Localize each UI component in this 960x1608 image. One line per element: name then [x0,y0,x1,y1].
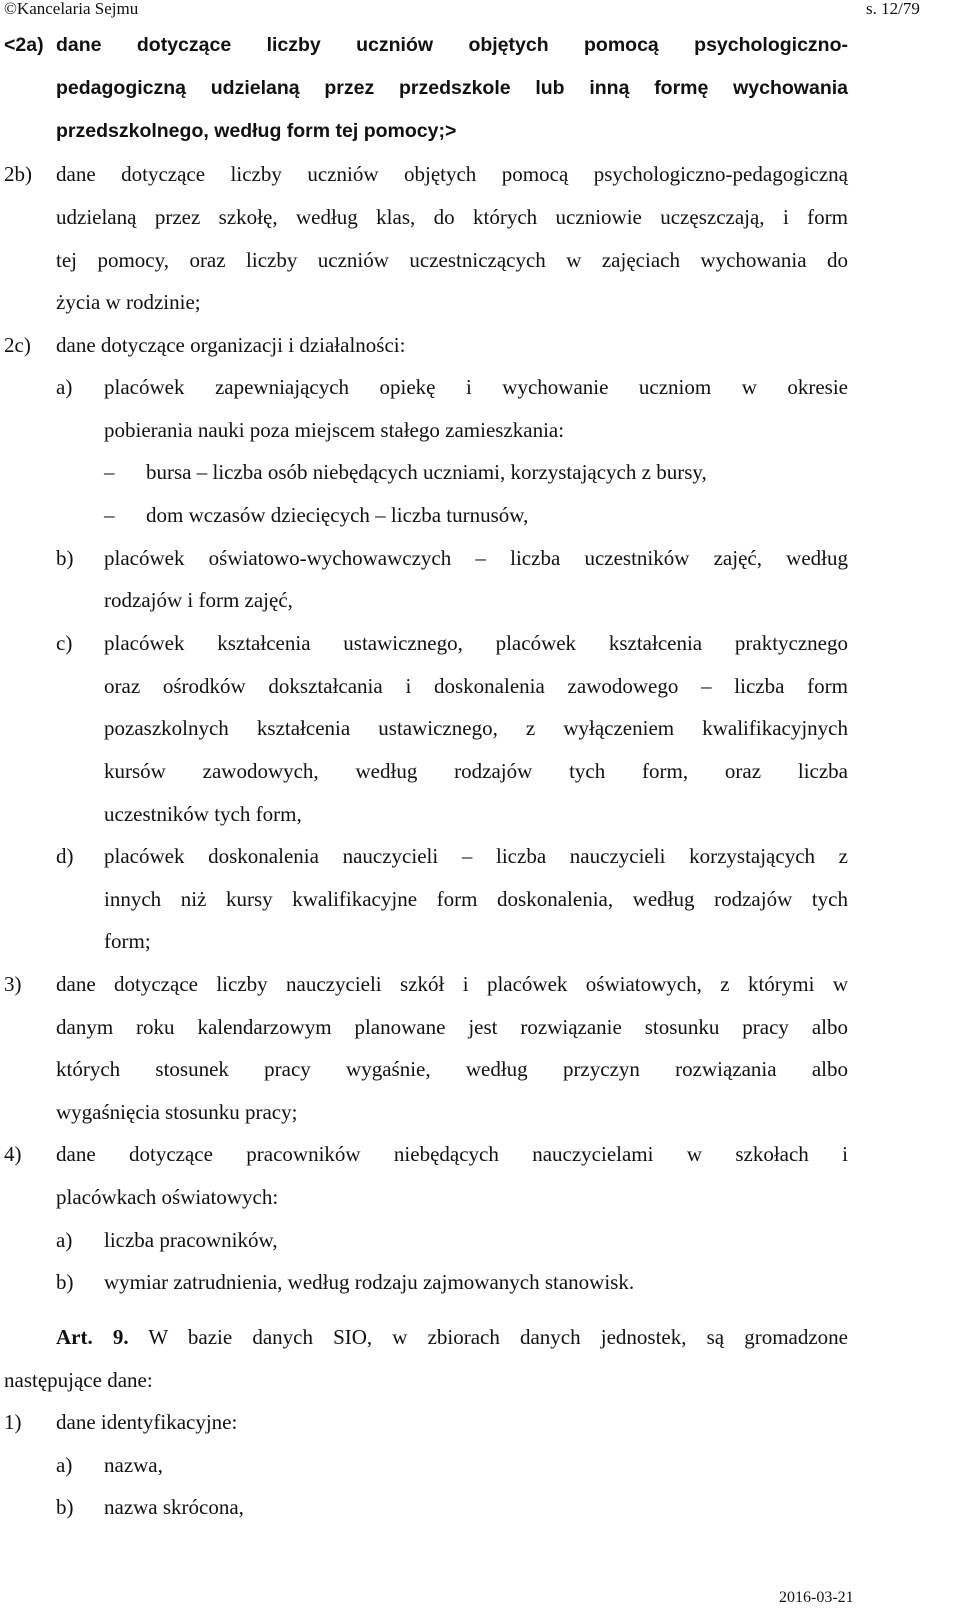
art9-item-1-b-line: nazwa skrócona, [104,1495,244,1519]
art9-item-1-line: dane identyfikacyjne: [56,1410,238,1434]
art9-item-1-b-letter: b) [56,1495,74,1519]
item-4-b-letter: b) [56,1270,74,1294]
item-2c-a-line: pobierania nauki poza miejscem stałego zamieszkania: [104,418,565,442]
article-9-line: następujące dane: [4,1368,153,1392]
item-3-line: dane dotyczące liczby nauczycieli szkół i placówek oświatowych, z którymi w [56,972,848,996]
item-2c-number: 2c) [4,333,31,357]
item-2c-b-line: placówek oświatowo-wychowawczych – liczba uczestników zajęć, według [104,546,848,570]
item-2a-number: <2a) [4,34,44,56]
item-2a-line: przedszkolnego, według form tej pomocy;> [56,120,457,142]
item-3-number: 3) [4,972,22,996]
art9-item-1-number: 1) [4,1410,22,1434]
dash-item-dom-wczasow: dom wczasów dziecięcych – liczba turnusów, [146,503,529,527]
item-2b-line: dane dotyczące liczby uczniów objętych pomocą psychologiczno-pedagogiczną [56,162,848,186]
item-2c-c-line: uczestników tych form, [104,802,302,826]
item-4-a-letter: a) [56,1228,73,1252]
article-9-text: W bazie danych SIO, w zbiorach danych jednostek, są gromadzone [148,1325,849,1349]
item-2c-c-line: oraz ośrodków dokształcania i doskonalenia zawodowego – liczba form [104,674,848,698]
item-2a-line: pedagogiczną udzielaną przez przedszkole lub inną formę wychowania [56,77,848,99]
item-2c-d-line: form; [104,929,151,953]
item-3-line: których stosunek pracy wygaśnie, według przyczyn rozwiązania albo [56,1057,848,1081]
item-2c-c-line: placówek kształcenia ustawicznego, placówek kształcenia praktycznego [104,631,848,655]
item-4-b-line: wymiar zatrudnienia, według rodzaju zajmowanych stanowisk. [104,1270,635,1294]
item-2c-d-letter: d) [56,844,74,868]
item-2b-line: życia w rodzinie; [56,290,201,314]
item-3-line: danym roku kalendarzowym planowane jest rozwiązanie stosunku pracy albo [56,1015,848,1039]
item-2a-line: dane dotyczące liczby uczniów objętych pomocą psychologiczno- [56,34,848,56]
item-2c-d-line: placówek doskonalenia nauczycieli – liczba nauczycieli korzystających z [104,844,848,868]
item-2c-c-line: kursów zawodowych, według rodzajów tych form, oraz liczba [104,759,848,783]
item-2b-line: tej pomocy, oraz liczby uczniów uczestniczących w zajęciach wychowania do [56,248,848,272]
article-9-line [56,1327,848,1348]
item-2b-line: udzielaną przez szkołę, według klas, do których uczniowie uczęszczają, i form [56,205,848,229]
item-2c-a-letter: a) [56,375,73,399]
item-2c-d-line: innych niż kursy kwalifikacyjne form doskonalenia, według rodzajów tych [104,887,848,911]
item-2c-c-line: pozaszkolnych kształcenia ustawicznego, z wyłączeniem kwalifikacyjnych [104,716,848,740]
item-2c-b-line: rodzajów i form zajęć, [104,588,293,612]
dash-marker: – [104,460,115,484]
dash-item-bursa: bursa – liczba osób niebędących uczniami, korzystających z bursy, [146,460,707,484]
page-number: s. 12/79 [866,0,920,18]
item-2c-line: dane dotyczące organizacji i działalności: [56,333,406,357]
footer-date: 2016-03-21 [779,1589,854,1606]
item-4-a-line: liczba pracowników, [104,1228,278,1252]
art9-item-1-a-line: nazwa, [104,1453,163,1477]
item-2c-c-letter: c) [56,631,73,655]
header-copyright: ©Kancelaria Sejmu [4,0,139,18]
item-3-line: wygaśnięcia stosunku pracy; [56,1100,298,1124]
item-4-line: dane dotyczące pracowników niebędących nauczycielami w szkołach i [56,1142,848,1166]
item-2b-number: 2b) [4,162,32,186]
art9-item-1-a-letter: a) [56,1453,73,1477]
dash-marker: – [104,503,115,527]
article-9-label: Art. 9. [56,1325,129,1349]
item-2c-a-line: placówek zapewniających opiekę i wychowanie uczniom w okresie [104,375,848,399]
item-2c-b-letter: b) [56,546,74,570]
item-4-line: placówkach oświatowych: [56,1185,279,1209]
item-4-number: 4) [4,1142,22,1166]
